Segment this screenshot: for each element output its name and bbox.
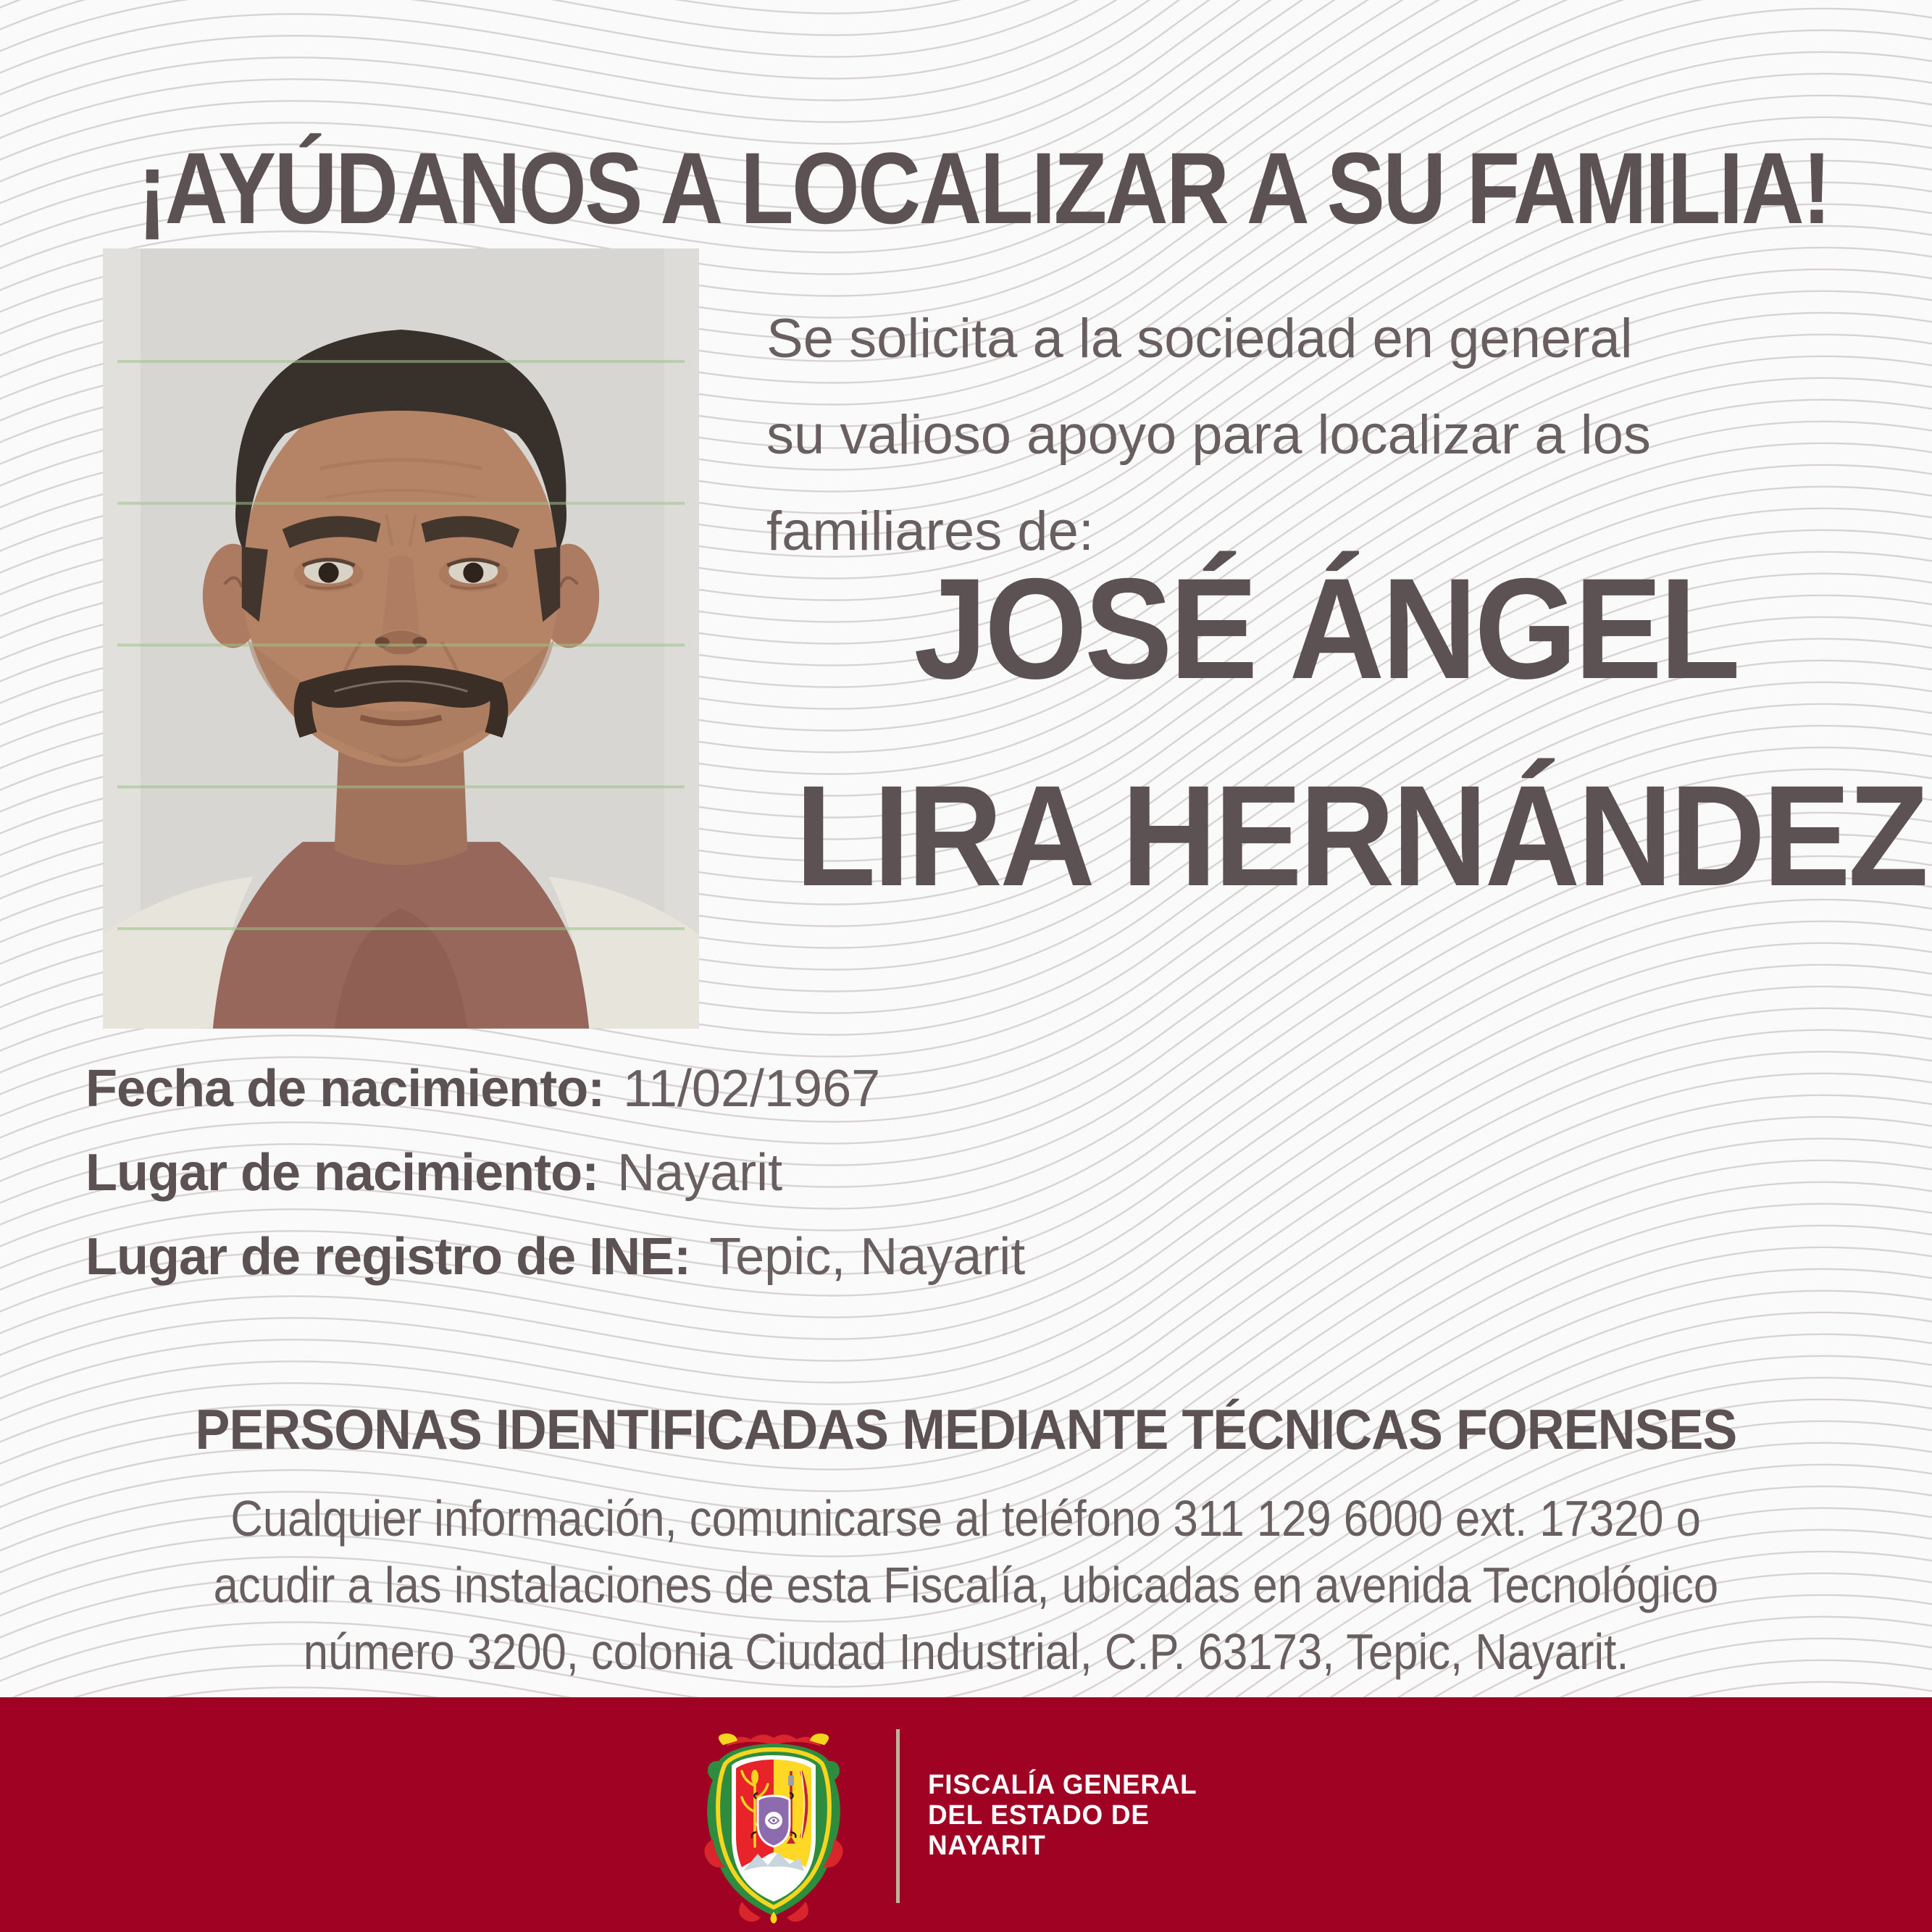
birthplace-label: Lugar de nacimiento: <box>85 1144 599 1202</box>
detail-row-birthdate <box>85 1059 1025 1143</box>
birthplace-value: Nayarit <box>617 1144 783 1202</box>
ine-registry-value: Tepic, Nayarit <box>709 1228 1026 1286</box>
person-name-line-1-text: JOSÉ ÁNGEL <box>913 548 1738 708</box>
ine-registry-label: Lugar de registro de INE: <box>85 1228 691 1286</box>
missing-person-photo <box>103 248 699 1029</box>
poster-headline <box>0 130 1932 245</box>
intro-text <box>766 290 1897 580</box>
contact-line-2: acudir a las instalaciones de esta Fiscalía, ubicadas en avenida Tecnológico <box>213 1557 1719 1613</box>
birthdate-value: 11/02/1967 <box>623 1060 881 1118</box>
forensics-note-text: PERSONAS IDENTIFICADAS MEDIANTE TÉCNICAS FORENSES <box>195 1397 1737 1461</box>
intro-line-1: Se solicita a la sociedad en general <box>766 308 1633 369</box>
person-name-line-1 <box>746 548 1905 708</box>
agency-name <box>928 1770 1205 1861</box>
intro-line-2: su valioso apoyo para localizar a los <box>766 404 1651 466</box>
birthdate-label: Fecha de nacimiento: <box>85 1060 605 1118</box>
portrait-illustration <box>103 248 699 1029</box>
detail-row-ine-registry <box>85 1227 1025 1311</box>
poster-headline-text: ¡AYÚDANOS A LOCALIZAR A SU FAMILIA! <box>138 130 1830 245</box>
nayarit-coat-of-arms-icon <box>693 1729 854 1923</box>
detail-row-birthplace <box>85 1143 1025 1227</box>
forensics-note <box>0 1397 1932 1463</box>
agency-line-1: FISCALÍA GENERAL <box>928 1770 1197 1800</box>
contact-line-1: Cualquier información, comunicarse al teléfono 311 129 6000 ext. 17320 o <box>230 1490 1702 1547</box>
person-name-line-2-text: LIRA HERNÁNDEZ <box>795 756 1926 916</box>
contact-paragraph <box>0 1485 1932 1685</box>
contact-line-3: número 3200, colonia Ciudad Industrial, C.P. 63173, Tepic, Nayarit. <box>303 1623 1629 1680</box>
agency-banner <box>0 1697 1932 1932</box>
intro-line-3: familiares de: <box>766 501 1094 562</box>
person-details <box>85 1059 1025 1311</box>
agency-line-2: DEL ESTADO DE <box>928 1800 1150 1831</box>
person-name-line-2 <box>746 756 1926 916</box>
footer-divider <box>896 1729 900 1903</box>
agency-line-3: NAYARIT <box>928 1831 1046 1861</box>
